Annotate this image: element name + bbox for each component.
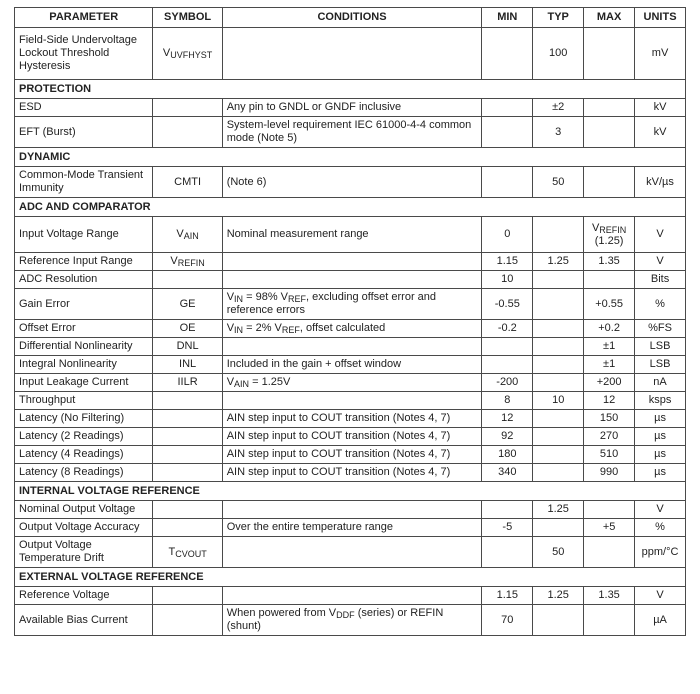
max-cell bbox=[584, 167, 635, 198]
symbol-cell bbox=[153, 519, 222, 537]
header-min: MIN bbox=[482, 8, 533, 28]
param-cell: Differential Nonlinearity bbox=[15, 338, 153, 356]
typ-cell bbox=[533, 410, 584, 428]
param-cell: Latency (No Filtering) bbox=[15, 410, 153, 428]
conditions-cell: AIN step input to COUT transition (Notes 4, 7) bbox=[222, 464, 482, 482]
units-cell: V bbox=[635, 501, 686, 519]
units-cell: ppm/°C bbox=[635, 537, 686, 568]
conditions-cell: Any pin to GNDL or GNDF inclusive bbox=[222, 99, 482, 117]
units-cell: % bbox=[635, 289, 686, 320]
table-row bbox=[15, 446, 686, 464]
min-cell: -0.2 bbox=[482, 320, 533, 338]
max-cell: 1.35 bbox=[584, 587, 635, 605]
max-cell: +5 bbox=[584, 519, 635, 537]
conditions-cell: $V_{IN} = 2\%$ $V_{REF}$, offset calculated bbox=[222, 320, 482, 338]
symbol-cell: OE bbox=[153, 320, 222, 338]
min-cell: 92 bbox=[482, 428, 533, 446]
min-cell: -5 bbox=[482, 519, 533, 537]
param-cell: Reference Voltage bbox=[15, 587, 153, 605]
units-cell: LSB bbox=[635, 338, 686, 356]
typ-cell bbox=[533, 446, 584, 464]
typ-cell: 100 bbox=[533, 28, 584, 80]
min-cell bbox=[482, 28, 533, 80]
param-cell: Latency (2 Readings) bbox=[15, 428, 153, 446]
conditions-cell bbox=[222, 271, 482, 289]
conditions-cell bbox=[222, 338, 482, 356]
symbol-cell bbox=[153, 99, 222, 117]
param-cell: Input Voltage Range bbox=[15, 217, 153, 253]
units-cell: µs bbox=[635, 446, 686, 464]
table-row bbox=[15, 271, 686, 289]
units-cell: kV bbox=[635, 99, 686, 117]
conditions-cell: (Note 6) bbox=[222, 167, 482, 198]
max-cell bbox=[584, 28, 635, 80]
header-conditions: CONDITIONS bbox=[222, 8, 482, 28]
conditions-cell: AIN step input to COUT transition (Notes 4, 7) bbox=[222, 410, 482, 428]
typ-cell: 50 bbox=[533, 537, 584, 568]
typ-cell bbox=[533, 320, 584, 338]
conditions-cell bbox=[222, 28, 482, 80]
units-cell: % bbox=[635, 519, 686, 537]
section-title: ADC AND COMPARATOR bbox=[15, 198, 686, 217]
table-row bbox=[15, 428, 686, 446]
typ-cell: 3 bbox=[533, 117, 584, 148]
section-row bbox=[15, 482, 686, 501]
table-row bbox=[15, 410, 686, 428]
conditions-cell: AIN step input to COUT transition (Notes 4, 7) bbox=[222, 446, 482, 464]
param-cell: Latency (4 Readings) bbox=[15, 446, 153, 464]
table-row bbox=[15, 587, 686, 605]
table-row bbox=[15, 320, 686, 338]
conditions-cell: Included in the gain + offset window bbox=[222, 356, 482, 374]
table-row bbox=[15, 519, 686, 537]
table-row bbox=[15, 464, 686, 482]
max-cell bbox=[584, 501, 635, 519]
symbol-cell bbox=[153, 605, 222, 636]
min-cell: 12 bbox=[482, 410, 533, 428]
min-cell bbox=[482, 501, 533, 519]
units-cell: LSB bbox=[635, 356, 686, 374]
min-cell: 180 bbox=[482, 446, 533, 464]
header-symbol: SYMBOL bbox=[153, 8, 222, 28]
max-cell: 1.35 bbox=[584, 253, 635, 271]
units-cell: V bbox=[635, 217, 686, 253]
units-cell: V bbox=[635, 587, 686, 605]
typ-cell bbox=[533, 519, 584, 537]
param-cell: Reference Input Range bbox=[15, 253, 153, 271]
min-cell bbox=[482, 99, 533, 117]
conditions-cell bbox=[222, 392, 482, 410]
symbol-cell bbox=[153, 117, 222, 148]
symbol-cell bbox=[153, 271, 222, 289]
conditions-cell: $V_{IN} = 98\%$ $V_{REF}$, excluding offset error and reference errors bbox=[222, 289, 482, 320]
symbol-cell: GE bbox=[153, 289, 222, 320]
conditions-cell: When powered from $V_{DDF}$ (series) or REFIN (shunt) bbox=[222, 605, 482, 636]
units-cell: µA bbox=[635, 605, 686, 636]
min-cell: 340 bbox=[482, 464, 533, 482]
min-cell bbox=[482, 537, 533, 568]
symbol-cell: DNL bbox=[153, 338, 222, 356]
header-row bbox=[15, 8, 686, 28]
table-row bbox=[15, 501, 686, 519]
section-row bbox=[15, 148, 686, 167]
param-cell: Throughput bbox=[15, 392, 153, 410]
units-cell: %FS bbox=[635, 320, 686, 338]
typ-cell: 50 bbox=[533, 167, 584, 198]
max-cell: ±1 bbox=[584, 338, 635, 356]
table-row bbox=[15, 338, 686, 356]
typ-cell bbox=[533, 271, 584, 289]
conditions-cell bbox=[222, 537, 482, 568]
min-cell: 0 bbox=[482, 217, 533, 253]
table-row bbox=[15, 392, 686, 410]
max-cell: +0.2 bbox=[584, 320, 635, 338]
conditions-cell: AIN step input to COUT transition (Notes 4, 7) bbox=[222, 428, 482, 446]
symbol-cell: CMTI bbox=[153, 167, 222, 198]
units-cell: mV bbox=[635, 28, 686, 80]
typ-cell: ±2 bbox=[533, 99, 584, 117]
max-cell: +200 bbox=[584, 374, 635, 392]
max-cell: 150 bbox=[584, 410, 635, 428]
min-cell bbox=[482, 167, 533, 198]
symbol-cell bbox=[153, 501, 222, 519]
typ-cell bbox=[533, 217, 584, 253]
typ-cell: 10 bbox=[533, 392, 584, 410]
max-cell bbox=[584, 117, 635, 148]
max-cell: 270 bbox=[584, 428, 635, 446]
section-title: INTERNAL VOLTAGE REFERENCE bbox=[15, 482, 686, 501]
typ-cell bbox=[533, 374, 584, 392]
symbol-cell: $V_{REFIN}$ bbox=[153, 253, 222, 271]
table-row bbox=[15, 28, 686, 80]
min-cell: 10 bbox=[482, 271, 533, 289]
table-row bbox=[15, 99, 686, 117]
min-cell: 8 bbox=[482, 392, 533, 410]
table-row bbox=[15, 217, 686, 253]
section-row bbox=[15, 80, 686, 99]
header-typ: TYP bbox=[533, 8, 584, 28]
min-cell bbox=[482, 338, 533, 356]
param-cell: Integral Nonlinearity bbox=[15, 356, 153, 374]
section-title: EXTERNAL VOLTAGE REFERENCE bbox=[15, 568, 686, 587]
symbol-cell bbox=[153, 428, 222, 446]
param-cell: Output Voltage Accuracy bbox=[15, 519, 153, 537]
max-cell bbox=[584, 271, 635, 289]
conditions-cell bbox=[222, 253, 482, 271]
conditions-cell: Nominal measurement range bbox=[222, 217, 482, 253]
typ-cell bbox=[533, 428, 584, 446]
min-cell: -200 bbox=[482, 374, 533, 392]
typ-cell: 1.25 bbox=[533, 587, 584, 605]
param-cell: Output Voltage Temperature Drift bbox=[15, 537, 153, 568]
param-cell: Input Leakage Current bbox=[15, 374, 153, 392]
max-cell: +0.55 bbox=[584, 289, 635, 320]
max-cell bbox=[584, 537, 635, 568]
conditions-cell: Over the entire temperature range bbox=[222, 519, 482, 537]
table-row bbox=[15, 289, 686, 320]
min-cell: 1.15 bbox=[482, 587, 533, 605]
max-cell: 990 bbox=[584, 464, 635, 482]
min-cell: 1.15 bbox=[482, 253, 533, 271]
section-title: PROTECTION bbox=[15, 80, 686, 99]
electrical-characteristics-table bbox=[14, 7, 686, 636]
symbol-cell: $V_{AIN}$ bbox=[153, 217, 222, 253]
units-cell: V bbox=[635, 253, 686, 271]
table-row bbox=[15, 253, 686, 271]
table-row bbox=[15, 117, 686, 148]
min-cell bbox=[482, 117, 533, 148]
typ-cell bbox=[533, 464, 584, 482]
param-cell: Nominal Output Voltage bbox=[15, 501, 153, 519]
symbol-cell: INL bbox=[153, 356, 222, 374]
symbol-cell: $V_{UVFHYST}$ bbox=[153, 28, 222, 80]
table-row bbox=[15, 374, 686, 392]
table-row bbox=[15, 356, 686, 374]
section-row bbox=[15, 568, 686, 587]
header-parameter: PARAMETER bbox=[15, 8, 153, 28]
conditions-cell: $V_{AIN} = 1.25V$ bbox=[222, 374, 482, 392]
min-cell: -0.55 bbox=[482, 289, 533, 320]
symbol-cell: $T_{CVOUT}$ bbox=[153, 537, 222, 568]
typ-cell bbox=[533, 338, 584, 356]
symbol-cell bbox=[153, 587, 222, 605]
min-cell bbox=[482, 356, 533, 374]
typ-cell: 1.25 bbox=[533, 253, 584, 271]
param-cell: Latency (8 Readings) bbox=[15, 464, 153, 482]
param-cell: ADC Resolution bbox=[15, 271, 153, 289]
conditions-cell bbox=[222, 501, 482, 519]
units-cell: Bits bbox=[635, 271, 686, 289]
max-cell: 12 bbox=[584, 392, 635, 410]
conditions-cell bbox=[222, 587, 482, 605]
param-cell: EFT (Burst) bbox=[15, 117, 153, 148]
symbol-cell bbox=[153, 446, 222, 464]
param-cell: Common-Mode Transient Immunity bbox=[15, 167, 153, 198]
table-row bbox=[15, 167, 686, 198]
typ-cell: 1.25 bbox=[533, 501, 584, 519]
symbol-cell: IILR bbox=[153, 374, 222, 392]
units-cell: µs bbox=[635, 410, 686, 428]
param-cell: Gain Error bbox=[15, 289, 153, 320]
symbol-cell bbox=[153, 410, 222, 428]
section-title: DYNAMIC bbox=[15, 148, 686, 167]
units-cell: µs bbox=[635, 428, 686, 446]
max-cell: $V_{REFIN}$ (1.25) bbox=[584, 217, 635, 253]
units-cell: nA bbox=[635, 374, 686, 392]
table-row bbox=[15, 605, 686, 636]
symbol-cell bbox=[153, 464, 222, 482]
min-cell: 70 bbox=[482, 605, 533, 636]
typ-cell bbox=[533, 356, 584, 374]
param-cell: Available Bias Current bbox=[15, 605, 153, 636]
max-cell bbox=[584, 605, 635, 636]
units-cell: kV/µs bbox=[635, 167, 686, 198]
units-cell: ksps bbox=[635, 392, 686, 410]
typ-cell bbox=[533, 289, 584, 320]
header-units: UNITS bbox=[635, 8, 686, 28]
param-cell: Offset Error bbox=[15, 320, 153, 338]
param-cell: ESD bbox=[15, 99, 153, 117]
max-cell bbox=[584, 99, 635, 117]
typ-cell bbox=[533, 605, 584, 636]
units-cell: µs bbox=[635, 464, 686, 482]
conditions-cell: System-level requirement IEC 61000-4-4 common mode (Note 5) bbox=[222, 117, 482, 148]
header-max: MAX bbox=[584, 8, 635, 28]
param-cell: Field-Side Undervoltage Lockout Threshold Hysteresis bbox=[15, 28, 153, 80]
max-cell: ±1 bbox=[584, 356, 635, 374]
max-cell: 510 bbox=[584, 446, 635, 464]
symbol-cell bbox=[153, 392, 222, 410]
table-row bbox=[15, 537, 686, 568]
units-cell: kV bbox=[635, 117, 686, 148]
section-row bbox=[15, 198, 686, 217]
